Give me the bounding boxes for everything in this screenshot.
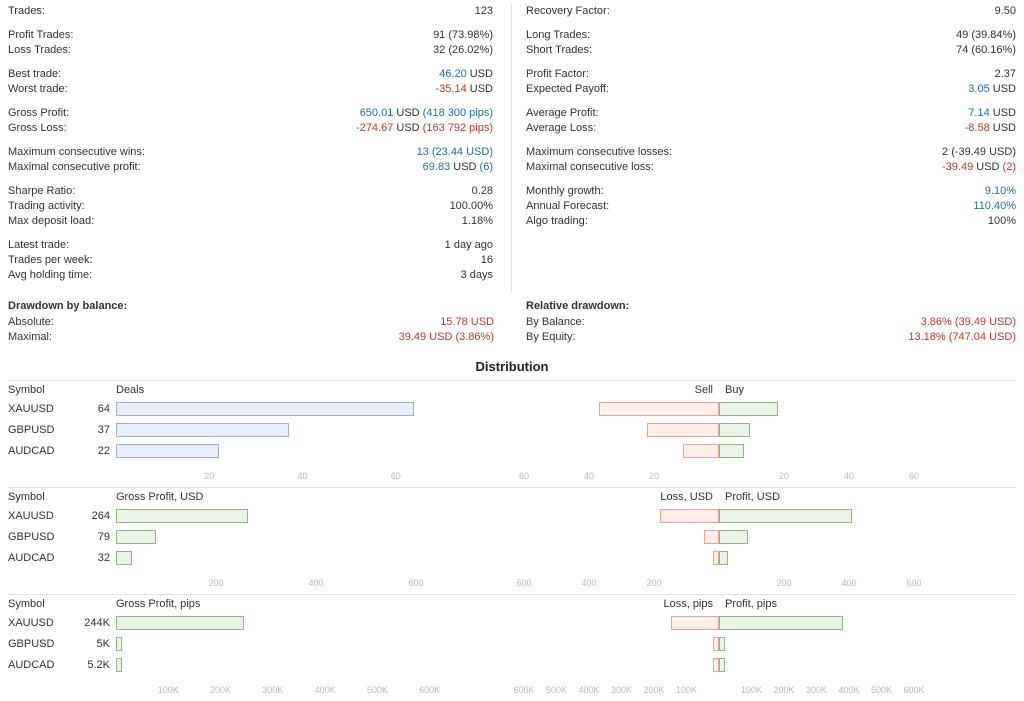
axis-tick: 200K (210, 685, 232, 695)
statistics-section (0, 0, 1024, 292)
drawdown-value: 39.49 USD (3.86%) (398, 331, 494, 343)
stat-value: 9.50 (994, 5, 1016, 17)
axis-tick: 60 (518, 471, 530, 481)
stat-value: -39.49 USD (2) (942, 161, 1016, 173)
chart-axis (8, 685, 1016, 699)
drawdown-by-balance (8, 298, 512, 345)
stat-value: 100% (987, 215, 1016, 227)
value-label: 244K (84, 617, 110, 629)
stat-label: Average Loss: (526, 122, 597, 134)
symbol-label: AUDCAD (8, 659, 55, 671)
axis-tick: 600 (516, 578, 532, 588)
chart-row (8, 442, 1016, 463)
stat-row (526, 145, 1016, 160)
drawdown-section (0, 298, 1024, 345)
axis-tick: 400 (841, 578, 857, 588)
axis-tick: 100K (675, 685, 698, 695)
left-bar (116, 637, 122, 651)
stat-row (526, 160, 1016, 175)
axis-tick: 500K (366, 685, 388, 695)
axis-tick: 500K (870, 685, 893, 695)
stat-value: 46.20 USD (439, 68, 493, 80)
left-bar (116, 551, 132, 565)
drawdown-by-balance-title: Drawdown by balance: (8, 300, 128, 312)
symbol-label: GBPUSD (8, 531, 55, 543)
stat-label: Expected Payoff: (526, 83, 609, 95)
stat-group (8, 28, 493, 58)
drawdown-value: 3.86% (39.49 USD) (920, 316, 1016, 328)
chart-row (8, 528, 1016, 549)
symbol-label: XAUUSD (8, 403, 54, 415)
chart-header-negative-title: Loss, pips (663, 598, 713, 610)
relative-drawdown-title: Relative drawdown: (526, 300, 630, 312)
positive-bar (719, 658, 725, 672)
axis-tick: 600K (419, 685, 441, 695)
chart-header-symbol: Symbol (8, 598, 45, 610)
stat-row (526, 4, 1016, 19)
stat-label: Trades per week: (8, 254, 93, 266)
stat-label: Maximum consecutive losses: (526, 146, 673, 158)
positive-bar (719, 509, 852, 523)
chart-row (8, 421, 1016, 442)
axis-tick: 40 (583, 471, 595, 481)
chart-header-positive-title: Buy (725, 384, 744, 396)
stat-value: 49 (39.84%) (956, 29, 1016, 41)
stat-row (526, 121, 1016, 136)
stat-value: 13 (23.44 USD) (416, 146, 493, 158)
drawdown-label: Maximal: (8, 331, 53, 343)
stat-value: 3 days (460, 269, 493, 281)
stat-row (8, 160, 493, 175)
chart-header-positive-title: Profit, pips (725, 598, 777, 610)
chart-row (8, 656, 1016, 677)
chart-header-left-title: Gross Profit, USD (116, 491, 204, 503)
axis-tick: 200 (208, 578, 224, 588)
axis-tick: 40 (843, 471, 855, 481)
symbol-label: AUDCAD (8, 445, 55, 457)
axis-tick: 100K (157, 685, 179, 695)
stat-label: Profit Trades: (8, 29, 74, 41)
axis-tick: 200K (773, 685, 795, 695)
stat-row (526, 28, 1016, 43)
stat-value: 32 (26.02%) (433, 44, 493, 56)
axis-tick: 600K (513, 685, 535, 695)
stat-value: 2 (-39.49 USD) (942, 146, 1016, 158)
chart-row (8, 400, 1016, 421)
stat-row (8, 238, 493, 253)
distribution-chart-3 (8, 594, 1016, 701)
stat-label: Short Trades: (526, 44, 593, 56)
axis-tick: 200K (643, 685, 665, 695)
chart-axis (8, 578, 1016, 592)
statistics-left-column (8, 4, 512, 292)
axis-tick: 500K (545, 685, 568, 695)
stat-row (526, 67, 1016, 82)
chart-header-left-title: Gross Profit, pips (116, 598, 201, 610)
stat-row (8, 214, 493, 229)
symbol-label: AUDCAD (8, 552, 55, 564)
stat-value: -8.58 USD (964, 122, 1016, 134)
drawdown-row (8, 315, 494, 330)
stat-label: Trades: (8, 5, 45, 17)
axis-tick: 300K (610, 685, 633, 695)
axis-tick: 200 (646, 578, 662, 588)
drawdown-row (526, 330, 1016, 345)
axis-tick: 600 (408, 578, 424, 588)
axis-tick: 60 (390, 471, 401, 481)
axis-tick: 20 (778, 471, 790, 481)
stat-row (526, 214, 1016, 229)
stat-value: 123 (474, 5, 493, 17)
value-label: 37 (97, 424, 110, 436)
stat-label: Maximum consecutive wins: (8, 146, 145, 158)
chart-header-negative-title: Sell (694, 384, 713, 396)
distribution-heading: Distribution (475, 359, 549, 374)
stat-group (8, 106, 493, 136)
drawdown-value: 15.78 USD (440, 316, 494, 328)
stat-label: Max deposit load: (8, 215, 95, 227)
stat-group (526, 145, 1016, 175)
negative-bar (660, 509, 719, 523)
drawdown-row (8, 330, 494, 345)
stat-row (526, 199, 1016, 214)
distribution-chart-2 (8, 487, 1016, 594)
stat-row (8, 253, 493, 268)
axis-tick: 300K (262, 685, 284, 695)
stat-row (8, 106, 493, 121)
value-label: 64 (97, 403, 110, 415)
stat-row (8, 4, 493, 19)
chart-header (8, 491, 1016, 507)
stat-group (8, 145, 493, 175)
stat-label: Trading activity: (8, 200, 85, 212)
drawdown-label: Absolute: (8, 316, 54, 328)
left-bar (116, 616, 244, 630)
left-bar (116, 530, 156, 544)
negative-bar (671, 616, 719, 630)
value-label: 5K (96, 638, 110, 650)
axis-tick: 400 (308, 578, 324, 588)
positive-bar (719, 402, 778, 416)
stat-row (8, 268, 493, 283)
stat-label: Gross Loss: (8, 122, 67, 134)
stat-label: Gross Profit: (8, 107, 70, 119)
axis-tick: 200 (776, 578, 792, 588)
chart-row (8, 614, 1016, 635)
axis-tick: 400K (838, 685, 860, 695)
stat-value: 1.18% (461, 215, 493, 227)
symbol-label: XAUUSD (8, 617, 54, 629)
stat-value: 7.14 USD (968, 107, 1016, 119)
statistics-right-column (512, 4, 1016, 292)
axis-tick: 400 (581, 578, 597, 588)
stat-row (526, 82, 1016, 97)
stat-label: Recovery Factor: (526, 5, 610, 17)
negative-bar (599, 402, 719, 416)
stat-label: Maximal consecutive loss: (526, 161, 654, 173)
value-label: 5.2K (87, 659, 110, 671)
drawdown-label: By Balance: (526, 316, 585, 328)
symbol-label: GBPUSD (8, 638, 55, 650)
axis-tick: 40 (297, 471, 308, 481)
axis-tick: 300K (805, 685, 828, 695)
stat-value: -35.14 USD (435, 83, 493, 95)
chart-row (8, 635, 1016, 656)
stat-group (526, 4, 1016, 19)
value-label: 264 (91, 510, 110, 522)
axis-tick: 20 (648, 471, 660, 481)
axis-tick: 600 (906, 578, 922, 588)
left-bar (116, 444, 219, 458)
chart-row (8, 549, 1016, 570)
left-bar (116, 509, 248, 523)
chart-rows (8, 507, 1016, 570)
negative-bar (647, 423, 719, 437)
stat-value: 110.40% (973, 200, 1016, 212)
value-label: 79 (97, 531, 110, 543)
stat-label: Algo trading: (526, 215, 588, 227)
stat-label: Loss Trades: (8, 44, 71, 56)
stat-label: Avg holding time: (8, 269, 93, 281)
stat-group (526, 28, 1016, 58)
stat-row (526, 106, 1016, 121)
stat-group (8, 238, 493, 283)
stat-label: Long Trades: (526, 29, 591, 41)
stat-group (8, 67, 493, 97)
symbol-label: XAUUSD (8, 510, 54, 522)
stat-label: Average Profit: (526, 107, 599, 119)
chart-header-symbol: Symbol (8, 384, 45, 396)
positive-bar (719, 637, 725, 651)
stat-row (8, 121, 493, 136)
value-label: 22 (97, 445, 110, 457)
positive-bar (719, 423, 750, 437)
drawdown-label: By Equity: (526, 331, 576, 343)
stat-row (8, 199, 493, 214)
stat-value: 9.10% (984, 185, 1016, 197)
negative-bar (704, 530, 719, 544)
stat-label: Latest trade: (8, 239, 70, 251)
chart-rows (8, 400, 1016, 463)
symbol-label: GBPUSD (8, 424, 55, 436)
stat-label: Maximal consecutive profit: (8, 161, 141, 173)
chart-header-positive-title: Profit, USD (725, 491, 781, 503)
stat-value: 650.01 USD (418 300 pips) (359, 107, 493, 119)
stat-label: Annual Forecast: (526, 200, 610, 212)
chart-header-negative-title: Loss, USD (660, 491, 713, 503)
axis-tick: 600K (903, 685, 925, 695)
axis-tick: 100K (740, 685, 763, 695)
stat-group (526, 106, 1016, 136)
chart-rows (8, 614, 1016, 677)
positive-bar (719, 444, 744, 458)
stat-row (8, 28, 493, 43)
stat-label: Profit Factor: (526, 68, 589, 80)
drawdown-row (526, 315, 1016, 330)
stat-row (8, 67, 493, 82)
stat-row (526, 184, 1016, 199)
stat-value: 3.05 USD (968, 83, 1016, 95)
axis-tick: 20 (204, 471, 215, 481)
stat-group (8, 4, 493, 19)
stat-row (8, 145, 493, 160)
stat-value: 16 (480, 254, 493, 266)
chart-axis (8, 471, 1016, 485)
distribution-chart-1 (8, 380, 1016, 487)
negative-bar (683, 444, 719, 458)
stat-value: 1 day ago (444, 239, 493, 251)
positive-bar (719, 616, 843, 630)
stat-group (526, 67, 1016, 97)
stat-row (8, 184, 493, 199)
stat-value: 2.37 (994, 68, 1016, 80)
chart-header (8, 598, 1016, 614)
value-label: 32 (97, 552, 110, 564)
positive-bar (719, 530, 748, 544)
stat-value: 74 (60.16%) (956, 44, 1016, 56)
chart-header (8, 384, 1016, 400)
stat-group (8, 184, 493, 229)
stat-value: 91 (73.98%) (433, 29, 493, 41)
axis-tick: 400K (578, 685, 600, 695)
chart-header-left-title: Deals (116, 384, 145, 396)
distribution-charts (0, 380, 1024, 701)
stat-row (8, 82, 493, 97)
left-bar (116, 402, 414, 416)
stat-value: 100.00% (449, 200, 493, 212)
stat-label: Monthly growth: (526, 185, 604, 197)
stat-value: 0.28 (471, 185, 493, 197)
stat-value: -274.67 USD (163 792 pips) (356, 122, 493, 134)
stat-label: Best trade: (8, 68, 62, 80)
stat-value: 69.83 USD (6) (422, 161, 493, 173)
drawdown-value: 13.18% (747.04 USD) (908, 331, 1016, 343)
left-bar (116, 423, 289, 437)
stat-label: Worst trade: (8, 83, 68, 95)
axis-tick: 60 (908, 471, 920, 481)
stat-label: Sharpe Ratio: (8, 185, 76, 197)
relative-drawdown (512, 298, 1016, 345)
chart-row (8, 507, 1016, 528)
positive-bar (719, 551, 728, 565)
left-bar (116, 658, 122, 672)
stat-row (526, 43, 1016, 58)
stat-row (8, 43, 493, 58)
axis-tick: 400K (314, 685, 336, 695)
chart-header-symbol: Symbol (8, 491, 45, 503)
stat-group (526, 184, 1016, 229)
